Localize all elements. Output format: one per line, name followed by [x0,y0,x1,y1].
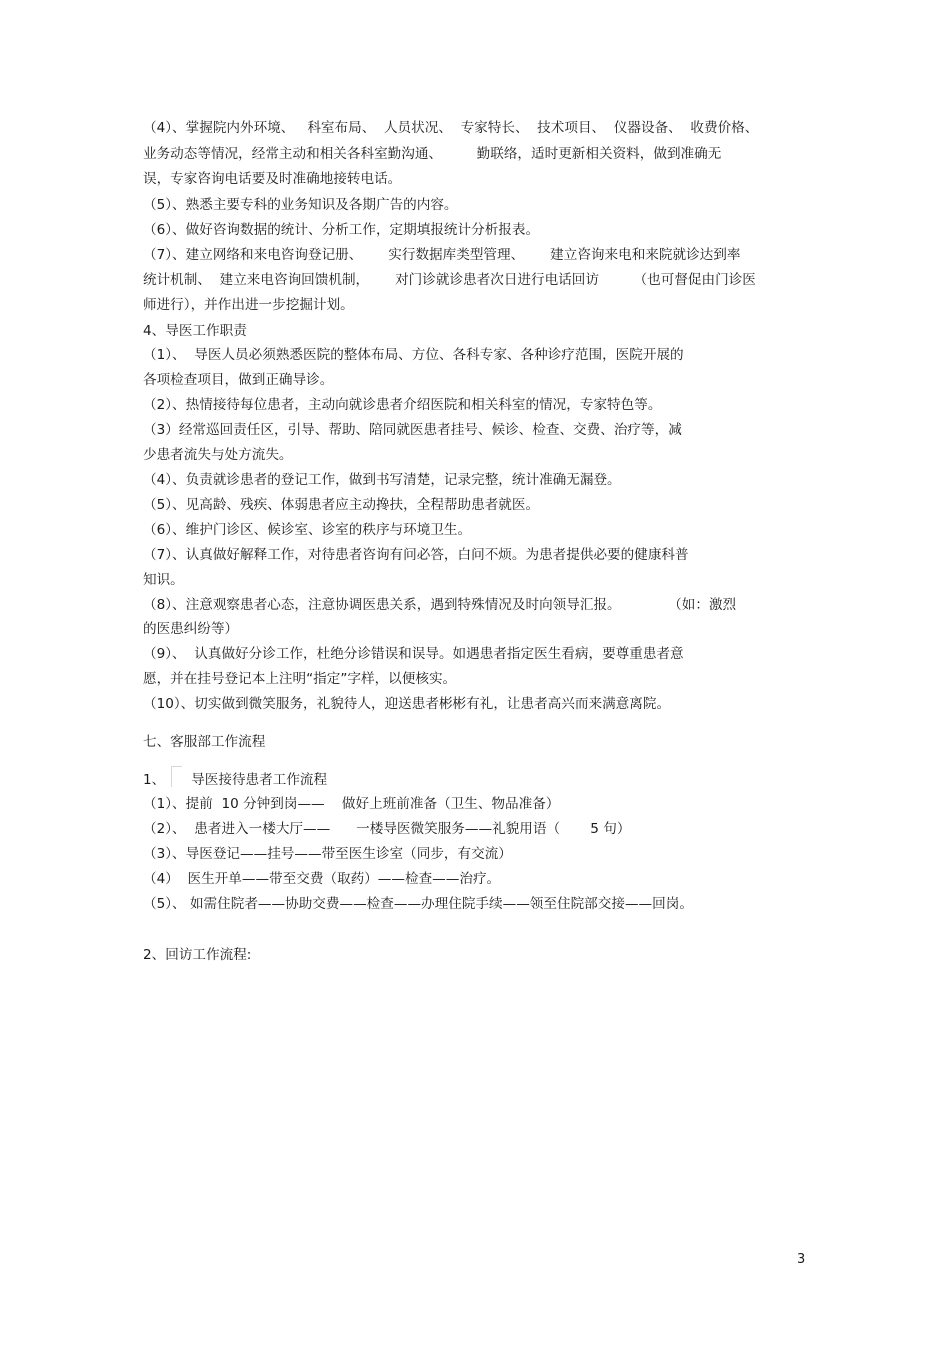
text-line: （6）、维护门诊区、候诊室、诊室的秩序与环境卫生。 [143,522,472,538]
text-line: （8）、注意观察患者心态，注意协调医患关系，遇到特殊情况及时向领导汇报。 （如：激烈 [143,597,737,613]
text-line: （7）、建立网络和来电咨询登记册、 实行数据库类型管理、 建立咨询来电和来院就诊达到率 [143,247,741,263]
text-line: （5）、 如需住院者——协助交费——检查——办理住院手续——领至住院部交接——回岗。 [143,896,693,912]
text-line: 少患者流失与处方流失。 [143,447,293,463]
text-line: （4） 医生开单——带至交费（取药）——检查——治疗。 [143,871,501,887]
text-line: 的医患纠纷等） [143,621,239,637]
text-line: 业务动态等情况，经常主动和相关各科室勤沟通、 勤联络，适时更新相关资料，做到准确无 [143,146,722,162]
text-line: 知识。 [143,572,184,588]
text-line: （2）、 患者进入一楼大厅—— 一楼导医微笑服务——礼貌用语（ 5 句） [143,821,631,837]
text-line: 师进行），并作出进一步挖掘计划。 [143,297,354,313]
text-line: （9）、 认真做好分诊工作，杜绝分诊错误和误导。如遇患者指定医生看病，要尊重患者意 [143,646,684,662]
section-heading: 七、客服部工作流程 [143,734,266,750]
text-line: 各项检查项目，做到正确导诊。 [143,372,334,388]
text-line: 误，专家咨询电话要及时准确地接转电话。 [143,171,402,187]
text-line: （3）经常巡回责任区，引导、帮助、陪同就医患者挂号、候诊、检查、交费、治疗等，减 [143,422,682,438]
subsection-heading: 1、 导医接待患者工作流程 [143,772,328,788]
text-line: （4）、掌握院内外环境、 科室布局、 人员状况、 专家特长、 技术项目、 仪器设备、 收费价格、 [143,120,759,136]
text-line: （4）、负责就诊患者的登记工作，做到书写清楚，记录完整，统计准确无漏登。 [143,472,621,488]
section-heading: 4、导医工作职责 [143,323,247,339]
text-line: （1）、 导医人员必须熟悉医院的整体布局、方位、各科专家、各种诊疗范围，医院开展的 [143,347,684,363]
text-line: 统计机制、 建立来电咨询回馈机制， 对门诊就诊患者次日进行电话回访 （也可督促由门诊医 [143,272,756,288]
text-line: （7）、认真做好解释工作，对待患者咨询有问必答，白问不烦。为患者提供必要的健康科普 [143,547,689,563]
text-line: （5）、熟悉主要专科的业务知识及各期广告的内容。 [143,197,458,213]
text-line: （2）、热情接待每位患者，主动向就诊患者介绍医院和相关科室的情况，专家特色等。 [143,397,662,413]
text-line: 愿，并在挂号登记本上注明“指定”字样，以便核实。 [143,671,457,687]
text-line: （10）、切实做到微笑服务，礼貌待人，迎送患者彬彬有礼，让患者高兴而来满意离院。 [143,696,671,712]
text-line: （3）、导医登记——挂号——带至医生诊室（同步，有交流） [143,846,512,862]
subsection-heading: 2、回访工作流程: [143,947,252,963]
text-line: （1）、提前 10 分钟到岗—— 做好上班前准备（卫生、物品准备） [143,796,560,812]
text-line: （6）、做好咨询数据的统计、分析工作，定期填报统计分析报表。 [143,222,540,238]
page-number: 3 [797,1252,806,1267]
text-line: （5）、见高龄、残疾、体弱患者应主动搀扶，全程帮助患者就医。 [143,497,540,513]
